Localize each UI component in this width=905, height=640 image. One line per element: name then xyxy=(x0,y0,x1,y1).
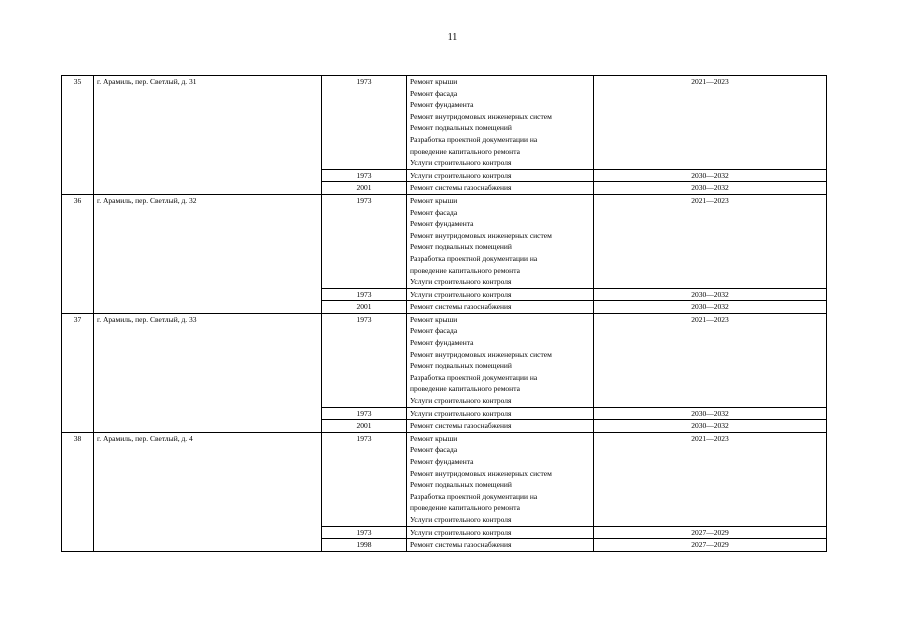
planned-period: 2030—2032 xyxy=(594,169,827,182)
work-types xyxy=(407,313,594,407)
work-types xyxy=(407,539,594,552)
work-item: проведение капитального ремонта xyxy=(410,146,520,156)
work-item: Ремонт фасада xyxy=(410,207,458,217)
system-year: 1973 xyxy=(322,432,407,526)
work-types xyxy=(407,182,594,195)
planned-period: 2030—2032 xyxy=(594,182,827,195)
table-row xyxy=(62,76,827,170)
work-item: Ремонт крыши xyxy=(410,433,458,443)
planned-period: 2027—2029 xyxy=(594,539,827,552)
work-item: Услуги строительного контроля xyxy=(410,170,512,180)
system-year: 1973 xyxy=(322,407,407,420)
work-item: Ремонт крыши xyxy=(410,77,458,86)
work-item: Услуги строительного контроля xyxy=(410,277,512,287)
work-types xyxy=(407,194,594,288)
work-types xyxy=(407,526,594,539)
system-year: 1998 xyxy=(322,539,407,552)
house-address: г. Арамиль, пер. Светлый, д. 4 xyxy=(94,432,322,551)
planned-period: 2030—2032 xyxy=(594,301,827,314)
work-item: Разработка проектной документации на xyxy=(410,253,538,263)
work-item: проведение капитального ремонта xyxy=(410,384,520,394)
system-year: 1973 xyxy=(322,313,407,407)
work-item: Услуги строительного контроля xyxy=(410,289,512,299)
work-types xyxy=(407,76,594,170)
table-body xyxy=(62,76,827,552)
planned-period: 2030—2032 xyxy=(594,420,827,433)
work-types xyxy=(407,420,594,433)
house-number: 38 xyxy=(62,432,94,551)
system-year: 1973 xyxy=(322,76,407,170)
work-types xyxy=(407,301,594,314)
work-item: Услуги строительного контроля xyxy=(410,396,512,406)
page-number: 11 xyxy=(447,32,458,43)
work-item: Ремонт фундамента xyxy=(410,338,474,348)
work-item: Разработка проектной документации на xyxy=(410,372,538,382)
house-number: 37 xyxy=(62,313,94,432)
work-item: Услуги строительного контроля xyxy=(410,514,512,524)
work-types xyxy=(407,169,594,182)
house-address: г. Арамиль, пер. Светлый, д. 31 xyxy=(94,76,322,195)
work-item: Разработка проектной документации на xyxy=(410,491,538,501)
table-row xyxy=(62,313,827,407)
planned-period: 2021—2023 xyxy=(594,76,827,170)
work-types xyxy=(407,407,594,420)
work-item: Ремонт фундамента xyxy=(410,219,474,229)
planned-period: 2030—2032 xyxy=(594,288,827,301)
house-address: г. Арамиль, пер. Светлый, д. 33 xyxy=(94,313,322,432)
work-item: Ремонт внутридомовых инженерных систем xyxy=(410,468,552,478)
planned-period: 2021—2023 xyxy=(594,432,827,526)
house-number: 35 xyxy=(62,76,94,195)
system-year: 1973 xyxy=(322,526,407,539)
work-item: проведение капитального ремонта xyxy=(410,265,520,275)
work-item: Ремонт крыши xyxy=(410,314,458,324)
work-item: Ремонт системы газоснабжения xyxy=(410,183,512,193)
work-item: Услуги строительного контроля xyxy=(410,158,512,168)
work-item: Ремонт внутридомовых инженерных систем xyxy=(410,230,552,240)
work-item: Разработка проектной документации на xyxy=(410,134,538,144)
work-types xyxy=(407,432,594,526)
work-item: Ремонт системы газоснабжения xyxy=(410,421,512,431)
work-item: Ремонт подвальных помещений xyxy=(410,480,512,490)
system-year: 1973 xyxy=(322,169,407,182)
work-item: Ремонт подвальных помещений xyxy=(410,123,512,133)
work-item: Ремонт фасада xyxy=(410,88,458,98)
work-item: Ремонт системы газоснабжения xyxy=(410,540,512,550)
work-item: Услуги строительного контроля xyxy=(410,527,512,537)
system-year: 2001 xyxy=(322,301,407,314)
table-row xyxy=(62,194,827,288)
planned-period: 2027—2029 xyxy=(594,526,827,539)
house-address: г. Арамиль, пер. Светлый, д. 32 xyxy=(94,194,322,313)
planned-period: 2021—2023 xyxy=(594,194,827,288)
work-item: Ремонт крыши xyxy=(410,195,458,205)
work-item: Ремонт внутридомовых инженерных систем xyxy=(410,349,552,359)
system-year: 2001 xyxy=(322,420,407,433)
system-year: 2001 xyxy=(322,182,407,195)
planned-period: 2030—2032 xyxy=(594,407,827,420)
work-item: Ремонт фундамента xyxy=(410,100,474,110)
work-item: Ремонт фасада xyxy=(410,445,458,455)
work-item: Услуги строительного контроля xyxy=(410,408,512,418)
work-item: Ремонт подвальных помещений xyxy=(410,361,512,371)
house-number: 36 xyxy=(62,194,94,313)
work-item: Ремонт фундамента xyxy=(410,457,474,466)
repair-schedule-table xyxy=(61,75,827,552)
system-year: 1973 xyxy=(322,194,407,288)
work-item: Ремонт системы газоснабжения xyxy=(410,302,512,312)
work-item: Ремонт подвальных помещений xyxy=(410,242,512,252)
system-year: 1973 xyxy=(322,288,407,301)
table-row xyxy=(62,432,827,526)
work-item: проведение капитального ремонта xyxy=(410,503,520,513)
planned-period: 2021—2023 xyxy=(594,313,827,407)
work-item: Ремонт внутридомовых инженерных систем xyxy=(410,111,552,121)
work-item: Ремонт фасада xyxy=(410,326,458,336)
work-types xyxy=(407,288,594,301)
